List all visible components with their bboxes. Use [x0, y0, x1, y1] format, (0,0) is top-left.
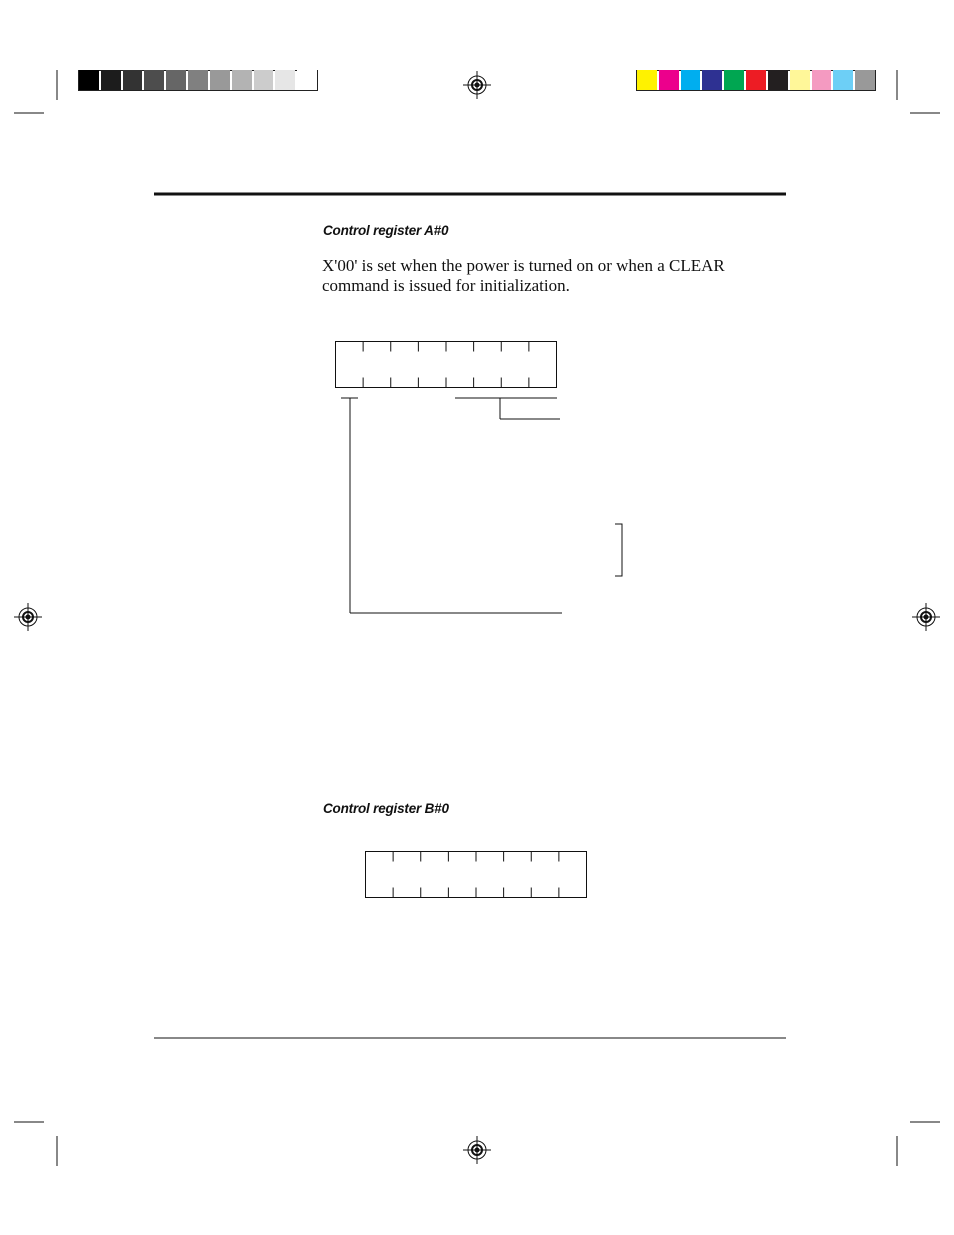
description-line: X'00' is set when the power is turned on or when a CLEAR — [322, 256, 725, 275]
registration-target-icon — [463, 1136, 491, 1164]
register-b-heading: Control register B#0 — [323, 801, 449, 816]
registration-target-icon — [912, 603, 940, 631]
registration-target-icon — [463, 71, 491, 99]
registration-target-icon — [14, 603, 42, 631]
description-line: command is issued for initialization. — [322, 276, 570, 295]
register-a-description — [322, 256, 752, 296]
value-group-brace — [615, 524, 622, 576]
register-b-diagram — [366, 852, 587, 898]
register-a-diagram — [336, 342, 623, 614]
register-a-heading: Control register A#0 — [323, 223, 449, 238]
